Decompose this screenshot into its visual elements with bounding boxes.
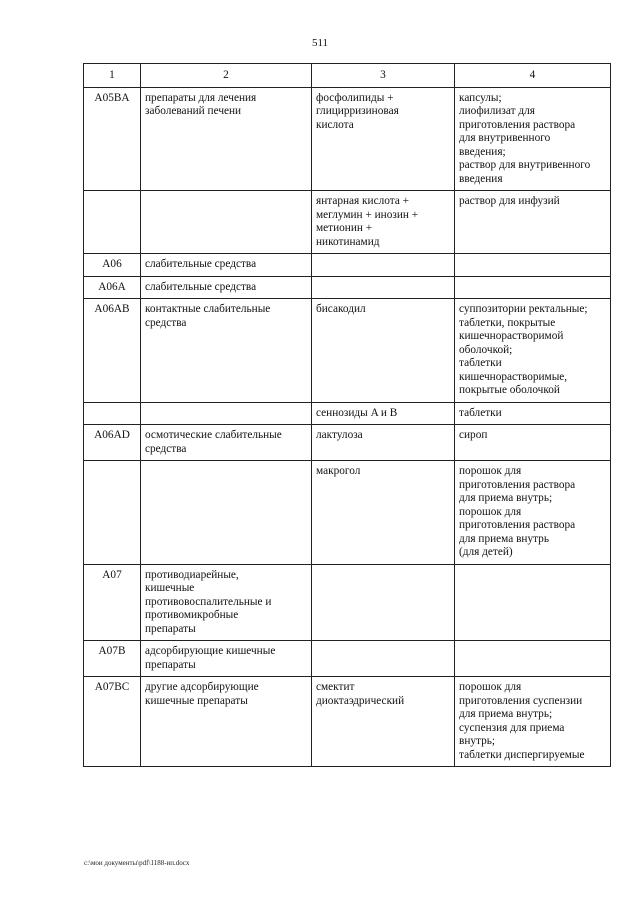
table-row [84, 87, 611, 191]
cell-text-line: никотинамид [316, 235, 380, 248]
cell-text-line: адсорбирующие кишечные [145, 645, 276, 657]
header-col-2: 2 [141, 64, 312, 88]
cell-text-line: заболеваний печени [145, 105, 242, 117]
substance-cell [312, 276, 455, 299]
dosage-form-cell [455, 254, 611, 277]
cell-text-line: (для детей) [459, 546, 513, 558]
cell-text-line: таблетки [459, 406, 502, 419]
cell-text-line: средства [145, 442, 187, 455]
cell-text-line: слабительные средства [145, 258, 257, 270]
dosage-form-cell [455, 461, 611, 565]
table-header-row [84, 64, 611, 88]
dosage-form-cell [455, 677, 611, 767]
drug-table [83, 63, 611, 767]
cell-text-line: диоктаэдрический [316, 694, 405, 707]
cell-text-line: приготовления раствора [459, 519, 576, 531]
cell-text-line: порошок для [459, 505, 522, 518]
table-row [84, 677, 611, 767]
group-cell [141, 641, 312, 677]
dosage-form-cell [455, 87, 611, 191]
atc-code-cell: A07 [84, 564, 141, 641]
substance-cell [312, 402, 455, 425]
cell-text-line: оболочкой; [459, 343, 513, 356]
table-row [84, 461, 611, 565]
table-row [84, 299, 611, 403]
substance-cell [312, 564, 455, 641]
cell-text-line: введения; [459, 145, 506, 158]
cell-text-line: лактулоза [316, 429, 363, 441]
cell-text-line: для внутривенного [459, 132, 551, 144]
group-cell [141, 425, 312, 461]
cell-text-line: таблетки [459, 357, 502, 369]
group-cell [141, 564, 312, 641]
cell-text-line: порошок для [459, 465, 522, 477]
table-row [84, 402, 611, 425]
cell-text-line: раствор для внутривенного [459, 159, 591, 171]
cell-text-line: капсулы; [459, 91, 502, 104]
cell-text-line: для приема внутрь; [459, 708, 553, 720]
dosage-form-cell [455, 564, 611, 641]
cell-text-line: препараты для лечения [145, 91, 257, 104]
cell-text-line: кишечные [145, 582, 195, 594]
cell-text-line: раствор для инфузий [459, 195, 560, 207]
cell-text-line: суспензия для приема [459, 721, 565, 734]
substance-cell [312, 299, 455, 403]
cell-text-line: суппозитории ректальные; [459, 303, 588, 315]
cell-text-line: сироп [459, 429, 488, 441]
cell-text-line: метионин + [316, 222, 373, 234]
cell-text-line: таблетки, покрытые [459, 316, 556, 329]
substance-cell [312, 425, 455, 461]
cell-text-line: таблетки диспергируемые [459, 748, 585, 761]
dosage-form-cell [455, 425, 611, 461]
group-cell [141, 461, 312, 565]
cell-text-line: меглумин + инозин + [316, 208, 419, 221]
table-row [84, 564, 611, 641]
cell-text-line: слабительные средства [145, 280, 257, 293]
atc-code-cell [84, 191, 141, 254]
cell-text-line: для приема внутрь [459, 532, 549, 545]
cell-text-line: кислота [316, 118, 354, 131]
cell-text-line: приготовления раствора [459, 478, 576, 491]
dosage-form-cell [455, 641, 611, 677]
cell-text-line: препараты [145, 622, 196, 635]
group-cell [141, 254, 312, 277]
cell-text-line: кишечнорастворимой [459, 330, 564, 342]
cell-text-line: приготовления суспензии [459, 694, 583, 707]
cell-text-line: глицирризиновая [316, 105, 399, 117]
dosage-form-cell [455, 299, 611, 403]
table-row [84, 191, 611, 254]
dosage-form-cell [455, 191, 611, 254]
cell-text-line: средства [145, 316, 187, 329]
cell-text-line: внутрь; [459, 735, 496, 747]
atc-code-cell [84, 402, 141, 425]
group-cell [141, 87, 312, 191]
cell-text-line: кишечные препараты [145, 694, 248, 707]
atc-code-cell: A07B [84, 641, 141, 677]
header-col-3: 3 [312, 64, 455, 88]
dosage-form-cell [455, 402, 611, 425]
cell-text-line: противодиарейные, [145, 568, 239, 581]
substance-cell [312, 461, 455, 565]
table-row [84, 425, 611, 461]
cell-text-line: противовоспалительные и [145, 595, 272, 608]
atc-code-cell: A06AD [84, 425, 141, 461]
table-row [84, 276, 611, 299]
cell-text-line: янтарная кислота + [316, 195, 410, 207]
cell-text-line: покрытые оболочкой [459, 384, 560, 396]
cell-text-line: макрогол [316, 465, 361, 477]
cell-text-line: фосфолипиды + [316, 91, 394, 104]
atc-code-cell: A05BA [84, 87, 141, 191]
substance-cell [312, 641, 455, 677]
substance-cell [312, 87, 455, 191]
cell-text-line: кишечнорастворимые, [459, 370, 568, 383]
atc-code-cell: A06A [84, 276, 141, 299]
substance-cell [312, 191, 455, 254]
cell-text-line: введения [459, 172, 503, 185]
cell-text-line: контактные слабительные [145, 303, 271, 315]
cell-text-line: для приема внутрь; [459, 492, 553, 504]
group-cell [141, 677, 312, 767]
cell-text-line: смектит [316, 681, 355, 693]
group-cell [141, 191, 312, 254]
substance-cell [312, 677, 455, 767]
cell-text-line: бисакодил [316, 303, 366, 315]
table-body [84, 87, 611, 767]
atc-code-cell: A07BC [84, 677, 141, 767]
cell-text-line: сеннозиды A и B [316, 406, 398, 419]
group-cell [141, 299, 312, 403]
atc-code-cell: A06AB [84, 299, 141, 403]
header-col-4: 4 [455, 64, 611, 88]
cell-text-line: лиофилизат для [459, 105, 535, 117]
cell-text-line: препараты [145, 658, 196, 671]
atc-code-cell [84, 461, 141, 565]
group-cell [141, 276, 312, 299]
page-number: 511 [311, 37, 329, 49]
header-col-1: 1 [84, 64, 141, 88]
group-cell [141, 402, 312, 425]
cell-text-line: приготовления раствора [459, 118, 576, 131]
substance-cell [312, 254, 455, 277]
cell-text-line: порошок для [459, 681, 522, 693]
dosage-form-cell [455, 276, 611, 299]
table-row [84, 641, 611, 677]
table-row [84, 254, 611, 277]
cell-text-line: противомикробные [145, 609, 239, 621]
cell-text-line: другие адсорбирующие [145, 681, 259, 693]
footer-file-path: c:\мои документы\pdf\1188-ип.docx [84, 859, 190, 867]
atc-code-cell: A06 [84, 254, 141, 277]
cell-text-line: осмотические слабительные [145, 429, 282, 441]
